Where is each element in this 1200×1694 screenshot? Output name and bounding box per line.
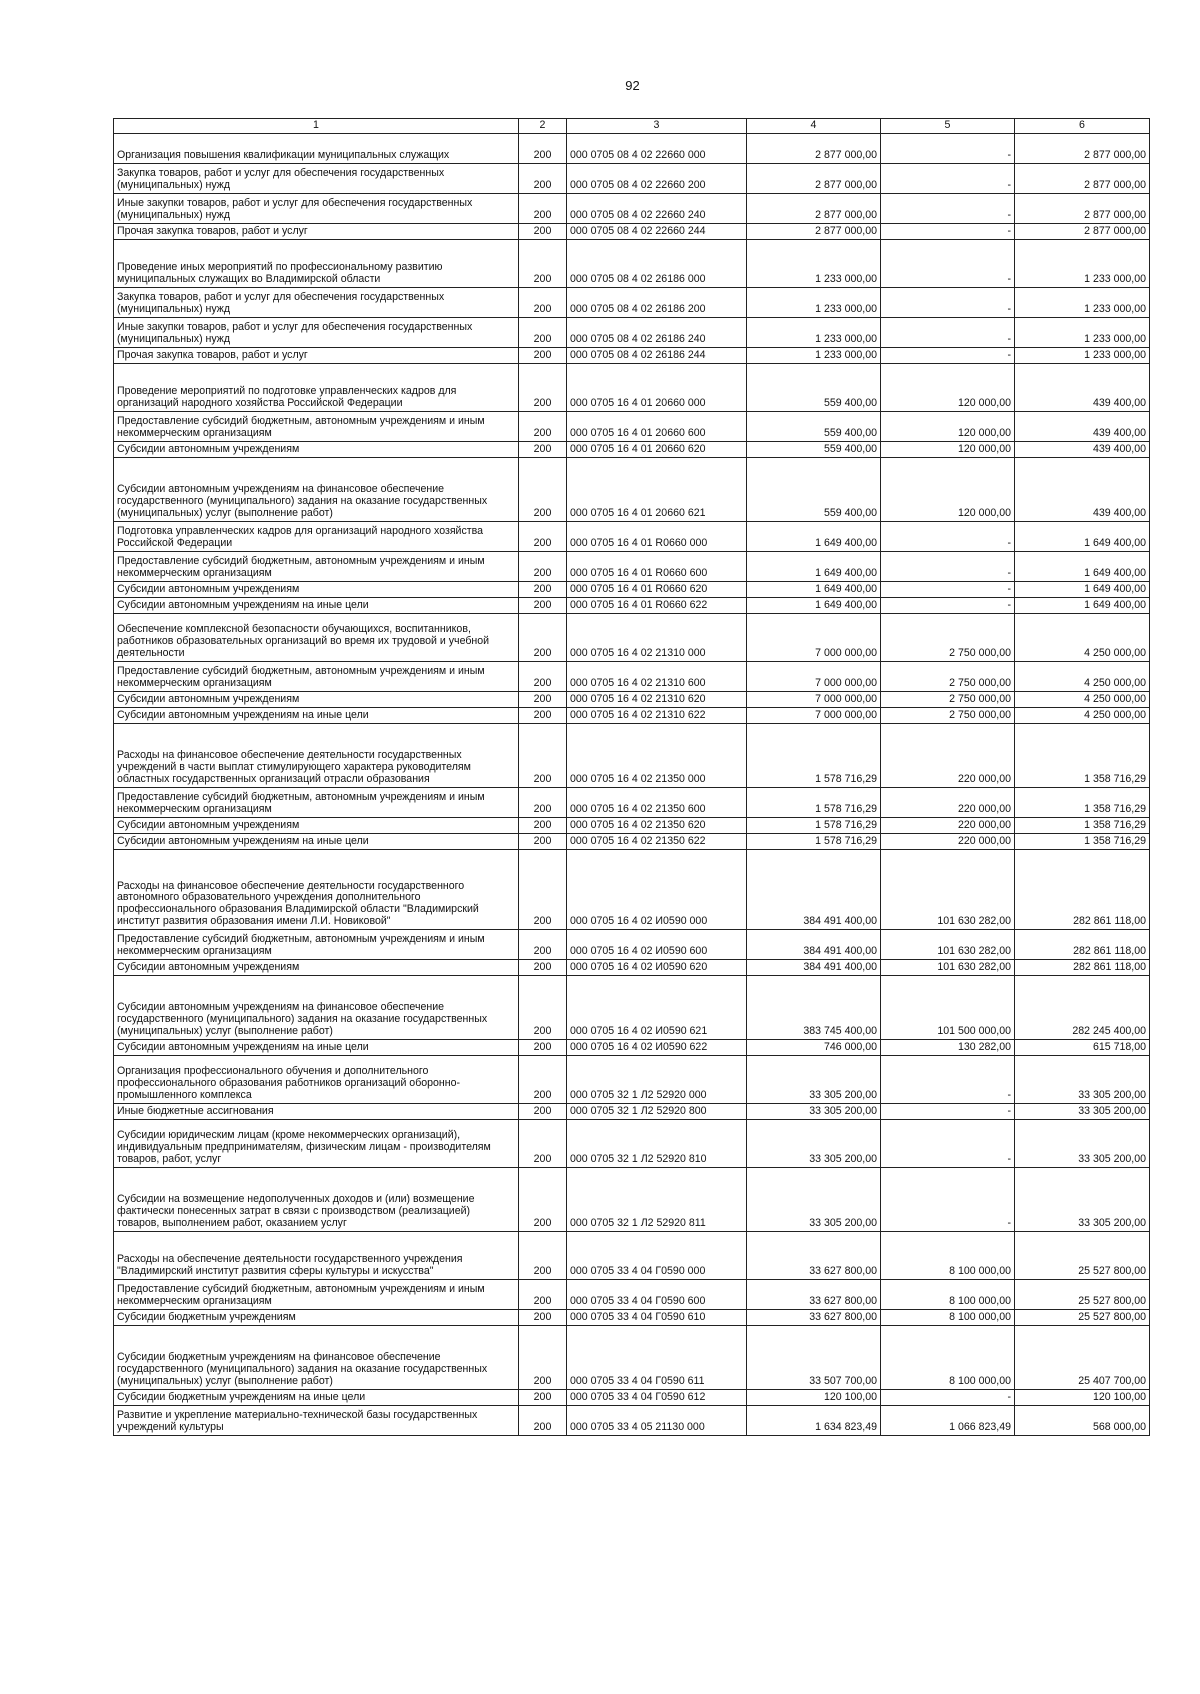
budget-item-name: Закупка товаров, работ и услуг для обеспечения государственных (муниципальных) нужд xyxy=(114,164,519,194)
amount-col-6: 439 400,00 xyxy=(1015,364,1150,412)
amount-col-6: 1 233 000,00 xyxy=(1015,240,1150,288)
amount-col-4: 1 233 000,00 xyxy=(747,240,881,288)
amount-col-6: 439 400,00 xyxy=(1015,442,1150,458)
budget-classification-code: 000 0705 08 4 02 26186 200 xyxy=(567,288,747,318)
budget-item-name: Субсидии на возмещение недополученных доходов и (или) возмещение фактически понесенных затрат в связи с производством (реализацией) товаров, выполнением работ, оказанием услуг xyxy=(114,1168,519,1232)
amount-col-4: 384 491 400,00 xyxy=(747,960,881,976)
amount-col-6: 1 233 000,00 xyxy=(1015,348,1150,364)
budget-code: 200 xyxy=(519,960,567,976)
budget-table xyxy=(113,118,1150,1436)
table-row xyxy=(114,582,1150,598)
header-col-6: 6 xyxy=(1015,119,1150,134)
budget-code: 200 xyxy=(519,318,567,348)
budget-item-name: Прочая закупка товаров, работ и услуг xyxy=(114,348,519,364)
budget-code: 200 xyxy=(519,692,567,708)
amount-col-5: 8 100 000,00 xyxy=(881,1232,1015,1280)
budget-classification-code: 000 0705 08 4 02 22660 000 xyxy=(567,134,747,164)
amount-col-5: - xyxy=(881,164,1015,194)
amount-col-5: - xyxy=(881,134,1015,164)
budget-code: 200 xyxy=(519,818,567,834)
amount-col-4: 120 100,00 xyxy=(747,1390,881,1406)
amount-col-4: 1 649 400,00 xyxy=(747,598,881,614)
table-row xyxy=(114,1390,1150,1406)
table-row xyxy=(114,850,1150,930)
budget-item-name: Субсидии автономным учреждениям xyxy=(114,582,519,598)
budget-item-name: Иные закупки товаров, работ и услуг для обеспечения государственных (муниципальных) нужд xyxy=(114,318,519,348)
budget-code: 200 xyxy=(519,1120,567,1168)
budget-code: 200 xyxy=(519,614,567,662)
budget-classification-code: 000 0705 16 4 02 И0590 622 xyxy=(567,1040,747,1056)
header-col-2: 2 xyxy=(519,119,567,134)
budget-code: 200 xyxy=(519,288,567,318)
budget-code: 200 xyxy=(519,1310,567,1326)
budget-code: 200 xyxy=(519,724,567,788)
table-row xyxy=(114,1168,1150,1232)
budget-item-name: Расходы на финансовое обеспечение деятельности государственных учреждений в части выплат стимулирующего характера руководителям областных государственных организаций отрасли образования xyxy=(114,724,519,788)
amount-col-6: 120 100,00 xyxy=(1015,1390,1150,1406)
amount-col-6: 1 233 000,00 xyxy=(1015,318,1150,348)
budget-classification-code: 000 0705 16 4 01 R0660 600 xyxy=(567,552,747,582)
amount-col-6: 1 649 400,00 xyxy=(1015,598,1150,614)
table-row xyxy=(114,1406,1150,1436)
budget-code: 200 xyxy=(519,552,567,582)
budget-classification-code: 000 0705 16 4 02 21350 620 xyxy=(567,818,747,834)
budget-item-name: Субсидии автономным учреждениям на иные цели xyxy=(114,598,519,614)
amount-col-5: - xyxy=(881,1120,1015,1168)
amount-col-5: - xyxy=(881,318,1015,348)
budget-classification-code: 000 0705 16 4 01 20660 621 xyxy=(567,458,747,522)
table-row xyxy=(114,458,1150,522)
budget-item-name: Субсидии автономным учреждениям на финансовое обеспечение государственного (муниципального) задания на оказание государственных (муниципальных) услуг (выполнение работ) xyxy=(114,976,519,1040)
table-row xyxy=(114,598,1150,614)
amount-col-6: 33 305 200,00 xyxy=(1015,1120,1150,1168)
amount-col-4: 1 233 000,00 xyxy=(747,318,881,348)
budget-code: 200 xyxy=(519,134,567,164)
amount-col-4: 746 000,00 xyxy=(747,1040,881,1056)
amount-col-6: 33 305 200,00 xyxy=(1015,1104,1150,1120)
budget-classification-code: 000 0705 16 4 01 R0660 000 xyxy=(567,522,747,552)
table-row xyxy=(114,692,1150,708)
budget-classification-code: 000 0705 16 4 02 21310 622 xyxy=(567,708,747,724)
budget-code: 200 xyxy=(519,442,567,458)
amount-col-6: 25 527 800,00 xyxy=(1015,1280,1150,1310)
amount-col-5: 8 100 000,00 xyxy=(881,1280,1015,1310)
amount-col-5: 220 000,00 xyxy=(881,724,1015,788)
budget-code: 200 xyxy=(519,1040,567,1056)
budget-classification-code: 000 0705 16 4 02 21310 600 xyxy=(567,662,747,692)
budget-item-name: Прочая закупка товаров, работ и услуг xyxy=(114,224,519,240)
budget-item-name: Организация повышения квалификации муниципальных служащих xyxy=(114,134,519,164)
amount-col-6: 2 877 000,00 xyxy=(1015,224,1150,240)
amount-col-5: - xyxy=(881,288,1015,318)
budget-code: 200 xyxy=(519,164,567,194)
budget-classification-code: 000 0705 08 4 02 26186 240 xyxy=(567,318,747,348)
amount-col-6: 2 877 000,00 xyxy=(1015,194,1150,224)
budget-item-name: Проведение мероприятий по подготовке управленческих кадров для организаций народного хозяйства Российской Федерации xyxy=(114,364,519,412)
budget-classification-code: 000 0705 08 4 02 22660 240 xyxy=(567,194,747,224)
amount-col-6: 1 649 400,00 xyxy=(1015,582,1150,598)
amount-col-5: 101 630 282,00 xyxy=(881,850,1015,930)
budget-code: 200 xyxy=(519,364,567,412)
amount-col-6: 25 527 800,00 xyxy=(1015,1310,1150,1326)
amount-col-4: 1 233 000,00 xyxy=(747,348,881,364)
amount-col-4: 559 400,00 xyxy=(747,412,881,442)
table-row xyxy=(114,412,1150,442)
amount-col-4: 1 634 823,49 xyxy=(747,1406,881,1436)
table-row xyxy=(114,818,1150,834)
amount-col-4: 2 877 000,00 xyxy=(747,134,881,164)
amount-col-6: 439 400,00 xyxy=(1015,458,1150,522)
amount-col-5: - xyxy=(881,552,1015,582)
table-row xyxy=(114,522,1150,552)
amount-col-4: 33 305 200,00 xyxy=(747,1104,881,1120)
table-row xyxy=(114,134,1150,164)
table-row xyxy=(114,224,1150,240)
budget-code: 200 xyxy=(519,1280,567,1310)
budget-code: 200 xyxy=(519,194,567,224)
budget-classification-code: 000 0705 16 4 02 21310 620 xyxy=(567,692,747,708)
budget-classification-code: 000 0705 16 4 02 И0590 600 xyxy=(567,930,747,960)
amount-col-4: 383 745 400,00 xyxy=(747,976,881,1040)
budget-classification-code: 000 0705 33 4 04 Г0590 000 xyxy=(567,1232,747,1280)
amount-col-6: 1 358 716,29 xyxy=(1015,818,1150,834)
table-row xyxy=(114,614,1150,662)
budget-code: 200 xyxy=(519,240,567,288)
amount-col-4: 559 400,00 xyxy=(747,458,881,522)
amount-col-4: 1 578 716,29 xyxy=(747,818,881,834)
amount-col-5: - xyxy=(881,224,1015,240)
budget-code: 200 xyxy=(519,1326,567,1390)
amount-col-6: 282 861 118,00 xyxy=(1015,930,1150,960)
budget-classification-code: 000 0705 16 4 02 21350 600 xyxy=(567,788,747,818)
table-row xyxy=(114,960,1150,976)
budget-code: 200 xyxy=(519,708,567,724)
table-row xyxy=(114,976,1150,1040)
budget-item-name: Субсидии автономным учреждениям на иные цели xyxy=(114,1040,519,1056)
header-col-1: 1 xyxy=(114,119,519,134)
table-row xyxy=(114,240,1150,288)
amount-col-4: 1 649 400,00 xyxy=(747,552,881,582)
budget-classification-code: 000 0705 16 4 01 20660 620 xyxy=(567,442,747,458)
budget-classification-code: 000 0705 16 4 01 20660 000 xyxy=(567,364,747,412)
budget-classification-code: 000 0705 08 4 02 22660 200 xyxy=(567,164,747,194)
amount-col-4: 2 877 000,00 xyxy=(747,194,881,224)
table-row xyxy=(114,662,1150,692)
budget-code: 200 xyxy=(519,1056,567,1104)
budget-classification-code: 000 0705 08 4 02 26186 244 xyxy=(567,348,747,364)
table-row xyxy=(114,834,1150,850)
amount-col-4: 7 000 000,00 xyxy=(747,708,881,724)
amount-col-6: 282 245 400,00 xyxy=(1015,976,1150,1040)
budget-item-name: Обеспечение комплексной безопасности обучающихся, воспитанников, работников образовательных организаций во время их трудовой и учебной деятельности xyxy=(114,614,519,662)
amount-col-6: 4 250 000,00 xyxy=(1015,692,1150,708)
budget-code: 200 xyxy=(519,850,567,930)
amount-col-5: 8 100 000,00 xyxy=(881,1326,1015,1390)
amount-col-5: 120 000,00 xyxy=(881,458,1015,522)
amount-col-5: 120 000,00 xyxy=(881,364,1015,412)
budget-item-name: Предоставление субсидий бюджетным, автономным учреждениям и иным некоммерческим организациям xyxy=(114,412,519,442)
amount-col-5: 120 000,00 xyxy=(881,412,1015,442)
amount-col-6: 439 400,00 xyxy=(1015,412,1150,442)
budget-classification-code: 000 0705 33 4 05 21130 000 xyxy=(567,1406,747,1436)
amount-col-6: 568 000,00 xyxy=(1015,1406,1150,1436)
amount-col-6: 1 358 716,29 xyxy=(1015,834,1150,850)
header-col-5: 5 xyxy=(881,119,1015,134)
table-row xyxy=(114,194,1150,224)
page-number: 92 xyxy=(625,78,640,93)
amount-col-4: 1 649 400,00 xyxy=(747,522,881,552)
amount-col-4: 1 578 716,29 xyxy=(747,834,881,850)
budget-classification-code: 000 0705 16 4 01 R0660 620 xyxy=(567,582,747,598)
budget-code: 200 xyxy=(519,1168,567,1232)
amount-col-5: - xyxy=(881,1168,1015,1232)
amount-col-6: 2 877 000,00 xyxy=(1015,164,1150,194)
budget-code: 200 xyxy=(519,1104,567,1120)
budget-item-name: Субсидии бюджетным учреждениям xyxy=(114,1310,519,1326)
budget-item-name: Субсидии автономным учреждениям xyxy=(114,818,519,834)
header-row xyxy=(114,119,1150,134)
amount-col-5: - xyxy=(881,598,1015,614)
amount-col-5: 1 066 823,49 xyxy=(881,1406,1015,1436)
table-row xyxy=(114,364,1150,412)
budget-code: 200 xyxy=(519,458,567,522)
table-row xyxy=(114,930,1150,960)
budget-classification-code: 000 0705 33 4 04 Г0590 600 xyxy=(567,1280,747,1310)
budget-item-name: Проведение иных мероприятий по профессиональному развитию муниципальных служащих во Владимирской области xyxy=(114,240,519,288)
budget-item-name: Субсидии автономным учреждениям xyxy=(114,442,519,458)
amount-col-5: - xyxy=(881,522,1015,552)
amount-col-4: 1 578 716,29 xyxy=(747,788,881,818)
budget-code: 200 xyxy=(519,224,567,240)
amount-col-4: 33 627 800,00 xyxy=(747,1280,881,1310)
amount-col-6: 4 250 000,00 xyxy=(1015,662,1150,692)
amount-col-5: 220 000,00 xyxy=(881,818,1015,834)
budget-classification-code: 000 0705 16 4 02 И0590 000 xyxy=(567,850,747,930)
amount-col-6: 2 877 000,00 xyxy=(1015,134,1150,164)
amount-col-5: 2 750 000,00 xyxy=(881,662,1015,692)
table-row xyxy=(114,788,1150,818)
budget-code: 200 xyxy=(519,598,567,614)
budget-code: 200 xyxy=(519,1390,567,1406)
amount-col-6: 1 358 716,29 xyxy=(1015,724,1150,788)
budget-classification-code: 000 0705 16 4 01 R0660 622 xyxy=(567,598,747,614)
budget-code: 200 xyxy=(519,348,567,364)
budget-classification-code: 000 0705 08 4 02 22660 244 xyxy=(567,224,747,240)
amount-col-6: 615 718,00 xyxy=(1015,1040,1150,1056)
budget-item-name: Субсидии автономным учреждениям на иные цели xyxy=(114,834,519,850)
budget-classification-code: 000 0705 32 1 Л2 52920 000 xyxy=(567,1056,747,1104)
amount-col-4: 559 400,00 xyxy=(747,442,881,458)
amount-col-6: 1 649 400,00 xyxy=(1015,522,1150,552)
amount-col-6: 33 305 200,00 xyxy=(1015,1168,1150,1232)
amount-col-5: 101 500 000,00 xyxy=(881,976,1015,1040)
table-row xyxy=(114,724,1150,788)
amount-col-6: 25 407 700,00 xyxy=(1015,1326,1150,1390)
table-row xyxy=(114,1040,1150,1056)
budget-classification-code: 000 0705 32 1 Л2 52920 800 xyxy=(567,1104,747,1120)
amount-col-6: 25 527 800,00 xyxy=(1015,1232,1150,1280)
amount-col-6: 1 233 000,00 xyxy=(1015,288,1150,318)
table-row xyxy=(114,1056,1150,1104)
budget-item-name: Иные закупки товаров, работ и услуг для обеспечения государственных (муниципальных) нужд xyxy=(114,194,519,224)
amount-col-4: 33 305 200,00 xyxy=(747,1168,881,1232)
budget-item-name: Субсидии бюджетным учреждениям на иные цели xyxy=(114,1390,519,1406)
amount-col-6: 33 305 200,00 xyxy=(1015,1056,1150,1104)
budget-item-name: Подготовка управленческих кадров для организаций народного хозяйства Российской Федерации xyxy=(114,522,519,552)
budget-item-name: Субсидии автономным учреждениям xyxy=(114,960,519,976)
budget-code: 200 xyxy=(519,834,567,850)
budget-item-name: Субсидии юридическим лицам (кроме некоммерческих организаций), индивидуальным предпринимателям, физическим лицам - производителям товаров, работ, услуг xyxy=(114,1120,519,1168)
budget-code: 200 xyxy=(519,1232,567,1280)
amount-col-5: - xyxy=(881,1390,1015,1406)
budget-item-name: Субсидии автономным учреждениям на финансовое обеспечение государственного (муниципального) задания на оказание государственных (муниципальных) услуг (выполнение работ) xyxy=(114,458,519,522)
table-row xyxy=(114,1120,1150,1168)
table-row xyxy=(114,1326,1150,1390)
amount-col-4: 7 000 000,00 xyxy=(747,614,881,662)
table-row xyxy=(114,708,1150,724)
budget-item-name: Субсидии бюджетным учреждениям на финансовое обеспечение государственного (муниципального) задания на оказание государственных (муниципальных) услуг (выполнение работ) xyxy=(114,1326,519,1390)
amount-col-5: 8 100 000,00 xyxy=(881,1310,1015,1326)
amount-col-5: 2 750 000,00 xyxy=(881,614,1015,662)
amount-col-6: 282 861 118,00 xyxy=(1015,850,1150,930)
table-row xyxy=(114,442,1150,458)
amount-col-5: - xyxy=(881,240,1015,288)
budget-item-name: Субсидии автономным учреждениям на иные цели xyxy=(114,708,519,724)
budget-code: 200 xyxy=(519,662,567,692)
header-col-4: 4 xyxy=(747,119,881,134)
amount-col-4: 1 233 000,00 xyxy=(747,288,881,318)
budget-item-name: Субсидии автономным учреждениям xyxy=(114,692,519,708)
amount-col-5: - xyxy=(881,582,1015,598)
amount-col-6: 4 250 000,00 xyxy=(1015,708,1150,724)
table-row xyxy=(114,1104,1150,1120)
amount-col-5: 120 000,00 xyxy=(881,442,1015,458)
amount-col-5: - xyxy=(881,194,1015,224)
table-row xyxy=(114,1232,1150,1280)
budget-classification-code: 000 0705 16 4 02 21310 000 xyxy=(567,614,747,662)
budget-item-name: Организация профессионального обучения и дополнительного профессионального образования работников организаций оборонно-промышленного комплекса xyxy=(114,1056,519,1104)
amount-col-4: 7 000 000,00 xyxy=(747,692,881,708)
budget-classification-code: 000 0705 32 1 Л2 52920 810 xyxy=(567,1120,747,1168)
amount-col-5: 2 750 000,00 xyxy=(881,692,1015,708)
budget-code: 200 xyxy=(519,582,567,598)
amount-col-6: 1 649 400,00 xyxy=(1015,552,1150,582)
budget-code: 200 xyxy=(519,1406,567,1436)
amount-col-4: 1 649 400,00 xyxy=(747,582,881,598)
table-row xyxy=(114,1310,1150,1326)
budget-item-name: Расходы на финансовое обеспечение деятельности государственного автономного образовательного учреждения дополнительного профессионального образования Владимирской области "Владимирский институт развития образования имени Л.И. Новиковой" xyxy=(114,850,519,930)
budget-code: 200 xyxy=(519,976,567,1040)
budget-item-name: Предоставление субсидий бюджетным, автономным учреждениям и иным некоммерческим организациям xyxy=(114,552,519,582)
budget-code: 200 xyxy=(519,412,567,442)
budget-classification-code: 000 0705 33 4 04 Г0590 611 xyxy=(567,1326,747,1390)
budget-classification-code: 000 0705 33 4 04 Г0590 612 xyxy=(567,1390,747,1406)
budget-item-name: Предоставление субсидий бюджетным, автономным учреждениям и иным некоммерческим организациям xyxy=(114,788,519,818)
budget-code: 200 xyxy=(519,788,567,818)
budget-item-name: Предоставление субсидий бюджетным, автономным учреждениям и иным некоммерческим организациям xyxy=(114,662,519,692)
amount-col-5: 2 750 000,00 xyxy=(881,708,1015,724)
amount-col-4: 2 877 000,00 xyxy=(747,224,881,240)
amount-col-6: 4 250 000,00 xyxy=(1015,614,1150,662)
budget-code: 200 xyxy=(519,522,567,552)
amount-col-5: 101 630 282,00 xyxy=(881,960,1015,976)
table-row xyxy=(114,288,1150,318)
table-row xyxy=(114,1280,1150,1310)
table-row xyxy=(114,318,1150,348)
amount-col-5: - xyxy=(881,1056,1015,1104)
amount-col-5: 220 000,00 xyxy=(881,788,1015,818)
budget-classification-code: 000 0705 16 4 02 21350 622 xyxy=(567,834,747,850)
budget-item-name: Предоставление субсидий бюджетным, автономным учреждениям и иным некоммерческим организациям xyxy=(114,1280,519,1310)
budget-item-name: Предоставление субсидий бюджетным, автономным учреждениям и иным некоммерческим организациям xyxy=(114,930,519,960)
amount-col-4: 33 627 800,00 xyxy=(747,1232,881,1280)
amount-col-4: 33 305 200,00 xyxy=(747,1056,881,1104)
amount-col-4: 33 507 700,00 xyxy=(747,1326,881,1390)
header-col-3: 3 xyxy=(567,119,747,134)
amount-col-5: - xyxy=(881,348,1015,364)
amount-col-4: 559 400,00 xyxy=(747,364,881,412)
amount-col-4: 7 000 000,00 xyxy=(747,662,881,692)
amount-col-6: 1 358 716,29 xyxy=(1015,788,1150,818)
amount-col-6: 282 861 118,00 xyxy=(1015,960,1150,976)
amount-col-4: 1 578 716,29 xyxy=(747,724,881,788)
budget-item-name: Расходы на обеспечение деятельности государственного учреждения "Владимирский институт развития сферы культуры и искусства" xyxy=(114,1232,519,1280)
table-row xyxy=(114,164,1150,194)
table-row xyxy=(114,348,1150,364)
budget-code: 200 xyxy=(519,930,567,960)
amount-col-4: 33 305 200,00 xyxy=(747,1120,881,1168)
amount-col-5: 130 282,00 xyxy=(881,1040,1015,1056)
budget-classification-code: 000 0705 32 1 Л2 52920 811 xyxy=(567,1168,747,1232)
budget-classification-code: 000 0705 08 4 02 26186 000 xyxy=(567,240,747,288)
budget-classification-code: 000 0705 33 4 04 Г0590 610 xyxy=(567,1310,747,1326)
amount-col-5: 220 000,00 xyxy=(881,834,1015,850)
amount-col-5: 101 630 282,00 xyxy=(881,930,1015,960)
budget-classification-code: 000 0705 16 4 02 21350 000 xyxy=(567,724,747,788)
budget-classification-code: 000 0705 16 4 01 20660 600 xyxy=(567,412,747,442)
budget-item-name: Иные бюджетные ассигнования xyxy=(114,1104,519,1120)
table-row xyxy=(114,552,1150,582)
budget-classification-code: 000 0705 16 4 02 И0590 621 xyxy=(567,976,747,1040)
amount-col-5: - xyxy=(881,1104,1015,1120)
budget-classification-code: 000 0705 16 4 02 И0590 620 xyxy=(567,960,747,976)
amount-col-4: 33 627 800,00 xyxy=(747,1310,881,1326)
amount-col-4: 2 877 000,00 xyxy=(747,164,881,194)
budget-item-name: Закупка товаров, работ и услуг для обеспечения государственных (муниципальных) нужд xyxy=(114,288,519,318)
amount-col-4: 384 491 400,00 xyxy=(747,850,881,930)
budget-item-name: Развитие и укрепление материально-технической базы государственных учреждений культуры xyxy=(114,1406,519,1436)
amount-col-4: 384 491 400,00 xyxy=(747,930,881,960)
